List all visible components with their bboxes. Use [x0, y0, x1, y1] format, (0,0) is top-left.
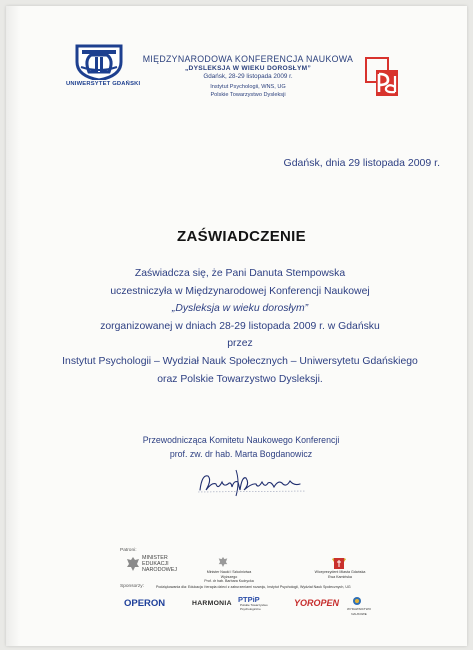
sponsors-label: Sponsorzy:: [120, 584, 144, 589]
place-and-date: Gdańsk, dnia 29 listopada 2009 r.: [283, 157, 440, 169]
patron-ministry-science-title: Minister Nauki i Szkolnictwa Wyższego: [206, 570, 252, 579]
patron-city-gdansk: [312, 570, 368, 579]
conference-subtitle: „DYSLEKSJA W WIEKU DOROSŁYM”: [184, 65, 312, 72]
body-line-participation: uczestniczyła w Międzynarodowej Konferencji Naukowej: [110, 285, 370, 297]
sponsor-publisher: WYDAWNICTWO NAUKOWE: [347, 607, 371, 616]
polish-eagle-small-icon: [218, 556, 228, 568]
gdansk-coat-of-arms-icon: [330, 556, 348, 570]
patrons-sponsors-footer: [90, 544, 400, 624]
patron-ministry-education: MINISTER EDUKACJI NARODOWEJ: [142, 555, 178, 573]
patrons-label: Patroni:: [120, 548, 137, 553]
body-line-conference-name: „Dysleksja w wieku dorosłym”: [171, 303, 309, 315]
sponsor-ptpip-subtitle: Polskie Towarzystwo Psychologiczne: [240, 603, 268, 611]
committee-chair: [76, 434, 406, 461]
conference-header: [128, 54, 368, 99]
document-title: ZAŚWIADCZENIE: [177, 228, 306, 245]
certificate-page: [6, 6, 467, 646]
body-line-participant: Zaświadcza się, że Pani Danuta Stempowska: [134, 268, 346, 279]
university-crest-icon: [75, 40, 123, 80]
patron-city-name: Ewa Kamińska: [328, 574, 352, 579]
publisher-logo-icon: [352, 596, 362, 606]
certificate-body: [50, 265, 430, 388]
patron-ministry-science-name: Prof. dr hab. Barbara Kudrycka: [204, 579, 254, 584]
sponsor-yoropen: YOROPEN: [294, 598, 340, 608]
sponsors-note: Podziękowania dla: Edukacja i terapia dzieci z zaburzeniami rozwoju, Instytut Psychologii, Wydział Nauk Społecznych, UG: [156, 585, 351, 589]
university-logo: [66, 40, 141, 87]
handwritten-signature: [196, 460, 308, 500]
body-line-organizer: Instytut Psychologii – Wydział Nauk Społecznych – Uniwersytetu Gdańskiego: [62, 355, 418, 367]
university-logo-text: UNIWERSYTET GDAŃSKI: [66, 81, 141, 87]
polish-eagle-icon: [126, 556, 140, 572]
sponsor-harmonia: HARMONIA: [192, 600, 232, 607]
chair-name: prof. zw. dr hab. Marta Bogdanowicz: [169, 448, 313, 459]
page-edge-shading: [6, 6, 20, 646]
sponsor-ptpip: PTPiP: [238, 595, 260, 604]
patron-city-title: Wiceprezydent Miasta Gdańska: [314, 570, 366, 574]
body-line-dates: zorganizowanej w dniach 28-29 listopada 2009 r. w Gdańsku: [100, 320, 380, 332]
organizer-institute: Instytut Psychologii, WNS, UG: [210, 84, 286, 90]
conference-date: Gdańsk, 28-29 listopada 2009 r.: [203, 73, 293, 80]
body-line-by: przez: [227, 338, 253, 350]
conference-title: MIĘDZYNARODOWA KONFERENCJA NAUKOWA: [142, 54, 354, 64]
ptd-logo-icon: [364, 56, 400, 98]
sponsor-operon: OPERON: [124, 598, 166, 609]
chair-role: Przewodnicząca Komitetu Naukowego Konferencji: [142, 435, 340, 445]
patron-ministry-science: [200, 570, 258, 584]
body-line-society: oraz Polskie Towarzystwo Dysleksji.: [157, 373, 323, 385]
organizer-society: Polskie Towarzystwo Dysleksji: [210, 92, 286, 98]
